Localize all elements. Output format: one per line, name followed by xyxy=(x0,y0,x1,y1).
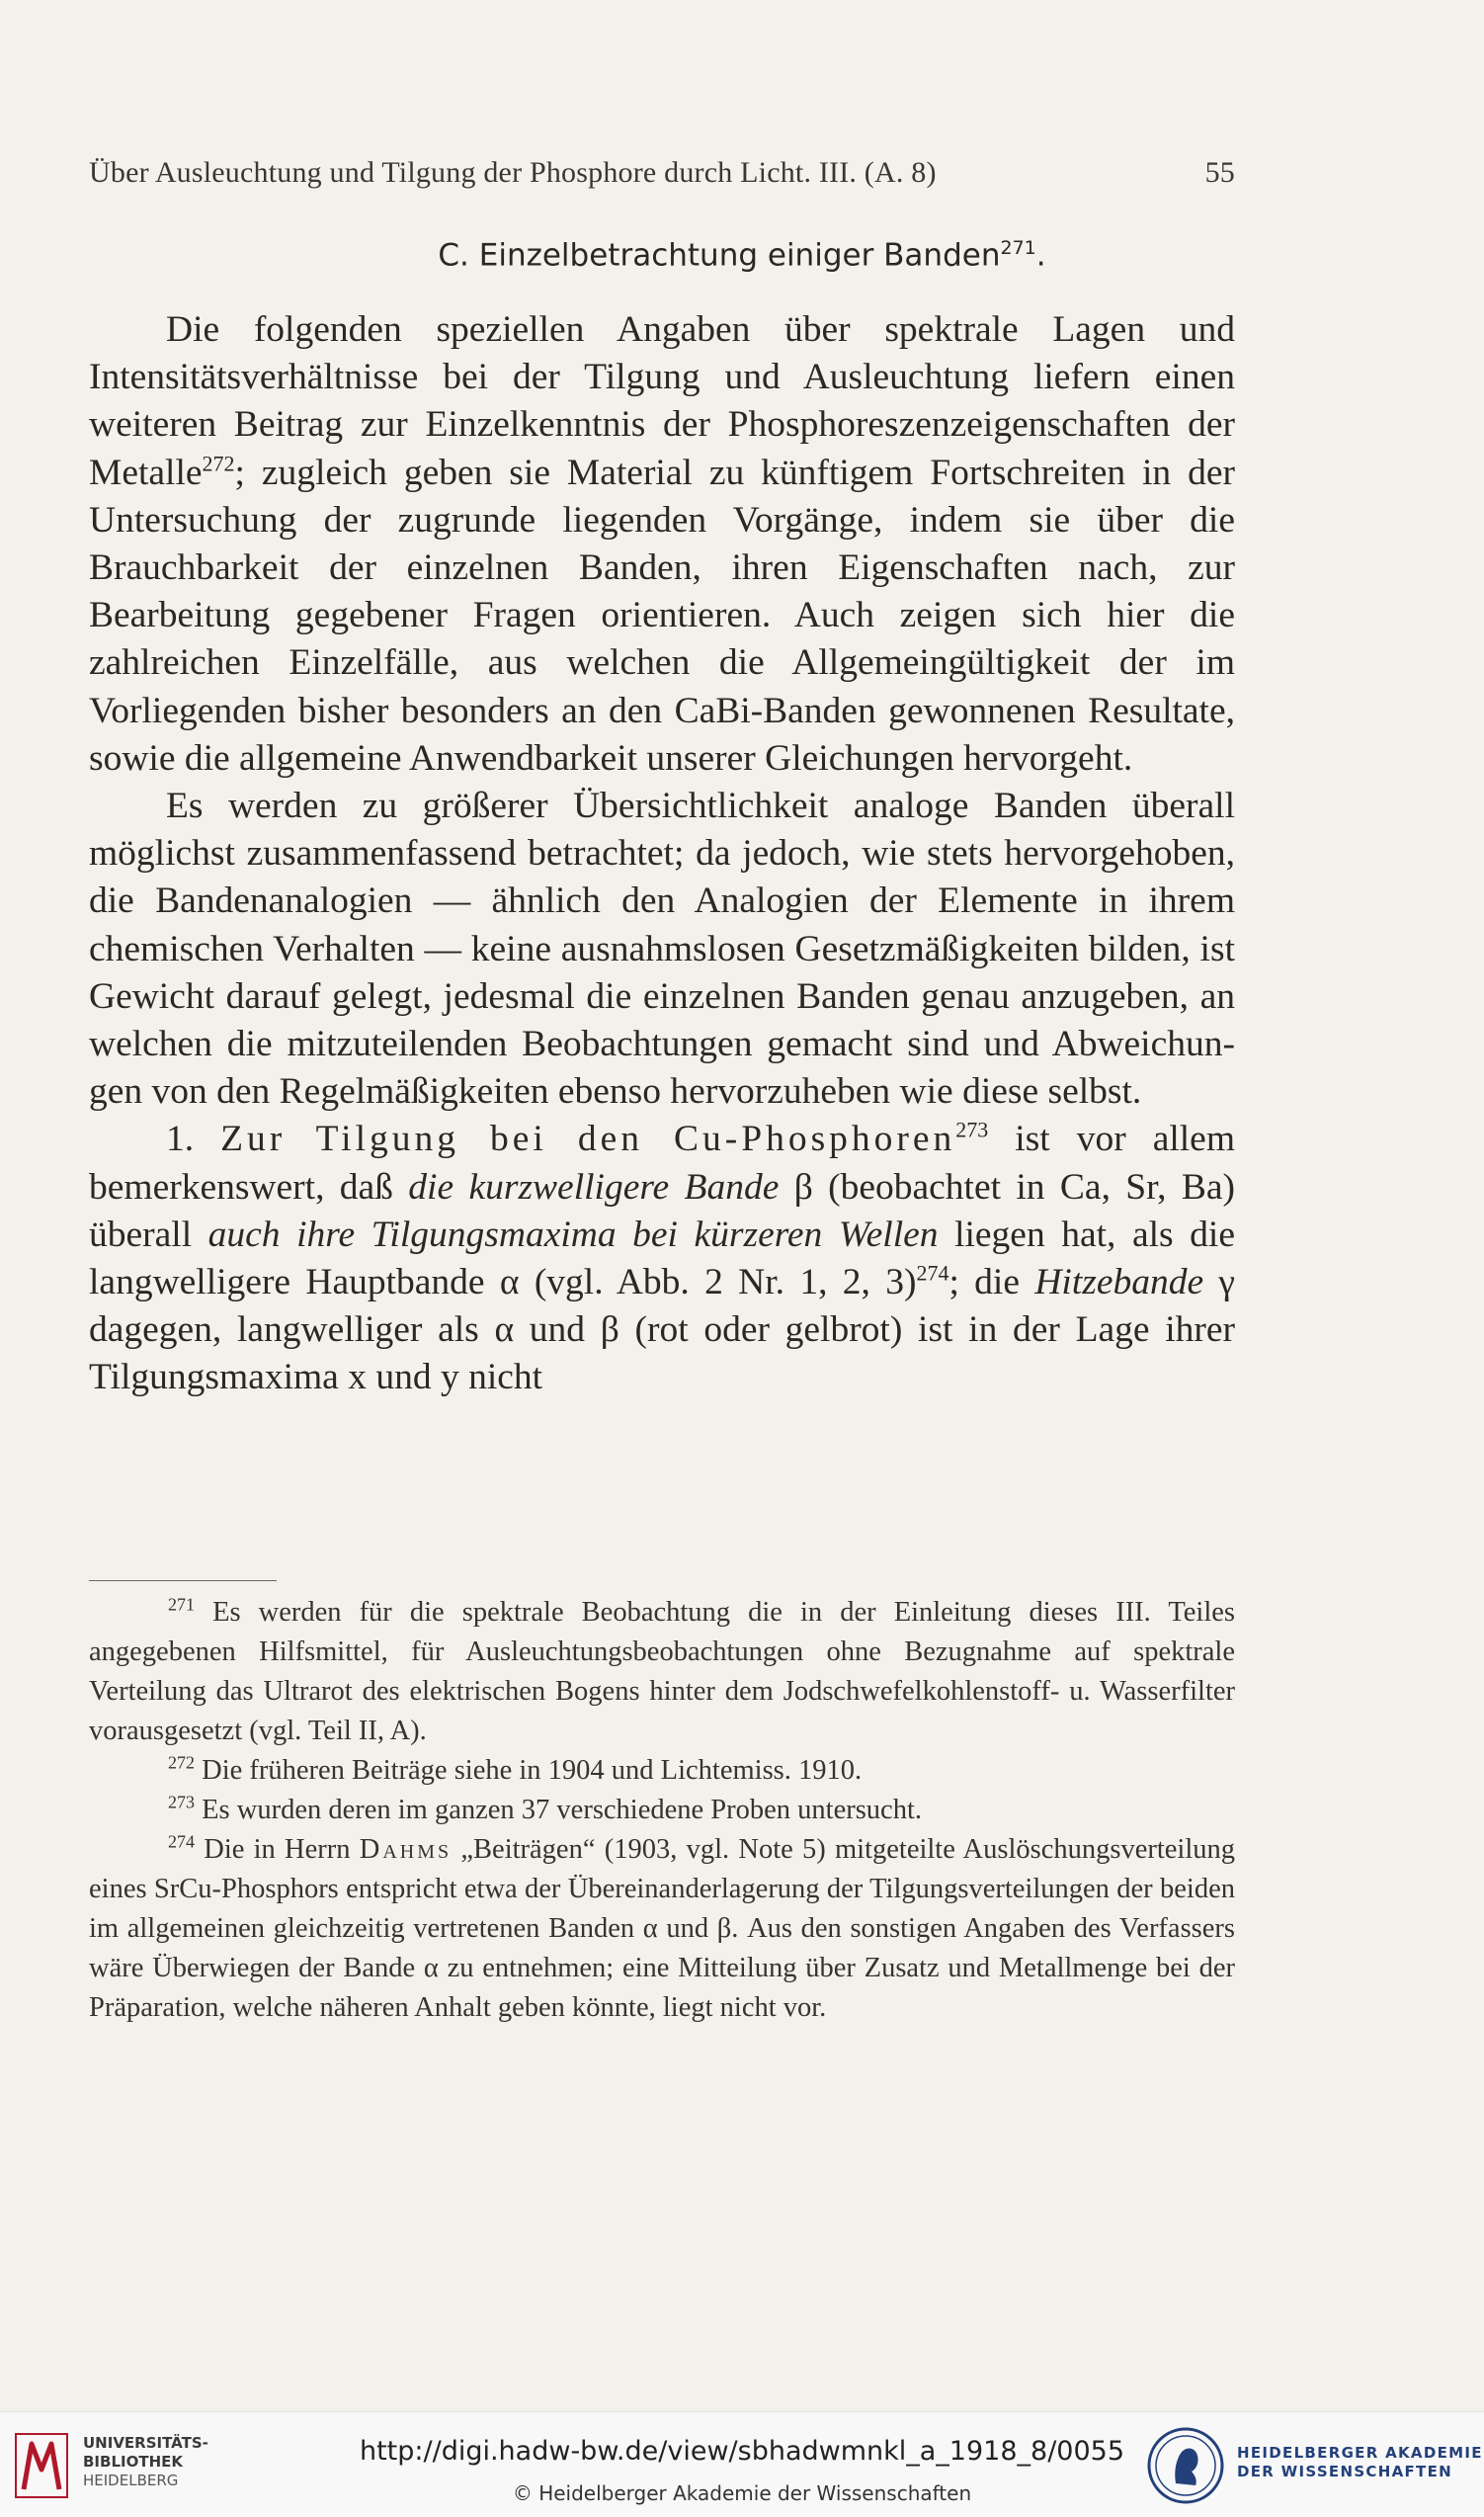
library-line-1: UNIVERSITÄTS- xyxy=(83,2434,208,2452)
paragraph-1-part-b: ; zugleich geben sie Material zu künftigem Fortschreiten in der Untersuchung der zugrunde liegenden Vorgänge, indem sie über die Brauchbarkeit der einzelnen Banden, ihren Eigenschaften nach, zur Bearbeitung gegebener Fragen orientieren. Auch zeigen sich hier die zahlreichen Einzelfälle, aus welchen die Allgemeingültigkeit der im Vorliegenden bisher besonders an den CaBi-Banden gewonnenen Resultate, sowie die allgemeine Anwendbarkeit unserer Gleichungen hervorgeht. xyxy=(89,452,1235,779)
footnote-text: „Beiträgen“ (1903, vgl. Note 5) mitgeteilte Auslöschungsverteilung eines SrCu-Phosphors entspricht etwa der Übereinanderlagerung der Tilgungsverteilungen der beiden im allgemeinen gleichzeitig vertretenen Banden α und β. Aus den sonstigen Angaben des Verfassers wäre Überwiegen der Bande α zu entnehmen; eine Mitteilung über Zusatz und Metallmenge bei der Präparation, welche näheren Anhalt geben könnte, liegt nicht vor. xyxy=(89,1834,1236,2023)
library-line-2: BIBLIOTHEK xyxy=(83,2453,183,2471)
paragraph-3-text-1: ist vor allem bemerkenswert, daß xyxy=(89,1119,1235,1208)
footnote-271 xyxy=(89,1593,1235,1751)
paragraph-3-text-4: ; die xyxy=(948,1262,1035,1303)
running-title: Über Ausleuchtung und Tilgung der Phosphore durch Licht. III. (A. 8) xyxy=(89,156,937,189)
viewer-footer xyxy=(0,2411,1484,2517)
paragraph-3 xyxy=(89,1116,1235,1401)
footnote-ref-271: 271 xyxy=(1000,237,1036,259)
running-header xyxy=(89,156,1235,190)
page-number: 55 xyxy=(1204,156,1235,189)
footnote-ref-273: 273 xyxy=(955,1117,989,1142)
footnote-ref-274: 274 xyxy=(916,1260,949,1286)
academy-name xyxy=(1237,2444,1483,2481)
paragraph-3-text-5: γ dagegen, langwelliger als α und β (rot oder gelbrot) ist in der Lage ihrer Tilgungsmaxima x und y nicht xyxy=(89,1262,1236,1398)
permalink-url[interactable]: http://digi.hadw-bw.de/view/sbhadwmnkl_a_1918_8/0055 xyxy=(359,2436,1125,2467)
paragraph-3-text-3: liegen hat, als die langwelligere Hauptbande α (vgl. Abb. 2 Nr. 1, 2, 3) xyxy=(89,1214,1235,1303)
footnote-number: 272 xyxy=(168,1752,195,1773)
paragraph-3-text-2: β (beobachtet in Ca, Sr, Ba) überall xyxy=(89,1166,1236,1255)
paragraph-3-number: 1. xyxy=(166,1119,195,1160)
academy-seal-icon[interactable] xyxy=(1146,2426,1225,2505)
paragraph-3-spaced-heading: Zur Tilgung bei den Cu-Phosphoren xyxy=(220,1119,956,1160)
footnote-text: Die in Herrn xyxy=(195,1834,360,1865)
footnote-number: 274 xyxy=(168,1831,195,1852)
footnote-text: Es werden für die spektrale Beobachtung die in der Einleitung dieses III. Teiles angegebenen Hilfsmittel, für Ausleuchtungsbeobachtungen ohne Bezugnahme auf spektrale Verteilung das Ultrarot des elektrischen Bogens hinter dem Jodschwefelkohlenstoff- u. Wasserfilter vorausgesetzt (vgl. Teil II, A). xyxy=(89,1597,1235,1746)
paragraph-1 xyxy=(89,306,1235,783)
body-text xyxy=(89,306,1235,1402)
section-title-end: . xyxy=(1035,237,1046,274)
footnote-text: Die früheren Beiträge siehe in 1904 und Lichtemiss. 1910. xyxy=(195,1755,863,1786)
paragraph-3-italic-2: auch ihre Tilgungsmaxima bei kürzeren Wellen xyxy=(207,1214,939,1255)
footnote-number: 271 xyxy=(168,1594,195,1615)
author-name: Dahms xyxy=(359,1834,453,1865)
footnote-separator xyxy=(89,1580,277,1581)
paragraph-2: Es werden zu größerer Übersichtlichkeit analoge Banden überall möglichst zusammenfassend betrachtet; da jedoch, wie stets hervorgehoben, die Bandenanalogien — ähnlich den Analogien der Elemente in ihrem chemischen Verhalten — keine ausnahmslosen Gesetzmäßigkeiten bilden, ist Gewicht darauf gelegt, jedesmal die einzelnen Banden genau anzugeben, an welchen die mitzuteilenden Beobachtungen gemacht sind und Abweichungen von den Regelmäßigkeiten ebenso hervorzuheben wie diese selbst. xyxy=(89,786,1235,1113)
footnote-ref-272: 272 xyxy=(202,451,235,476)
library-line-3: HEIDELBERG xyxy=(83,2472,179,2489)
academy-line-1: HEIDELBERGER AKADEMIE xyxy=(1237,2444,1483,2462)
footnote-273 xyxy=(89,1791,1235,1830)
footnote-272 xyxy=(89,1751,1235,1791)
academy-line-2: DER WISSENSCHAFTEN xyxy=(1237,2463,1452,2480)
paragraph-3-italic-1: die kurzwelligere Bande xyxy=(408,1166,780,1208)
copyright-notice: © Heidelberger Akademie der Wissenschaften xyxy=(512,2481,972,2505)
footnote-text: Es wurden deren im ganzen 37 verschiedene Proben untersucht. xyxy=(195,1795,923,1825)
paragraph-1-part-a: Die folgenden speziellen Angaben über spektrale Lagen und Intensitätsverhältnisse bei der Tilgung und Ausleuchtung liefern einen weiteren Beitrag zur Einzelkenntnis der Phosphoreszenzeigenschaften der Metalle xyxy=(89,309,1235,493)
section-heading xyxy=(0,237,1484,273)
paragraph-3-italic-3: Hitzebande xyxy=(1034,1262,1204,1303)
section-title-text: C. Einzelbetrachtung einiger Banden xyxy=(438,237,1001,274)
footnote-number: 273 xyxy=(168,1792,195,1812)
footnotes xyxy=(89,1593,1235,2028)
footnote-274 xyxy=(89,1830,1235,2028)
